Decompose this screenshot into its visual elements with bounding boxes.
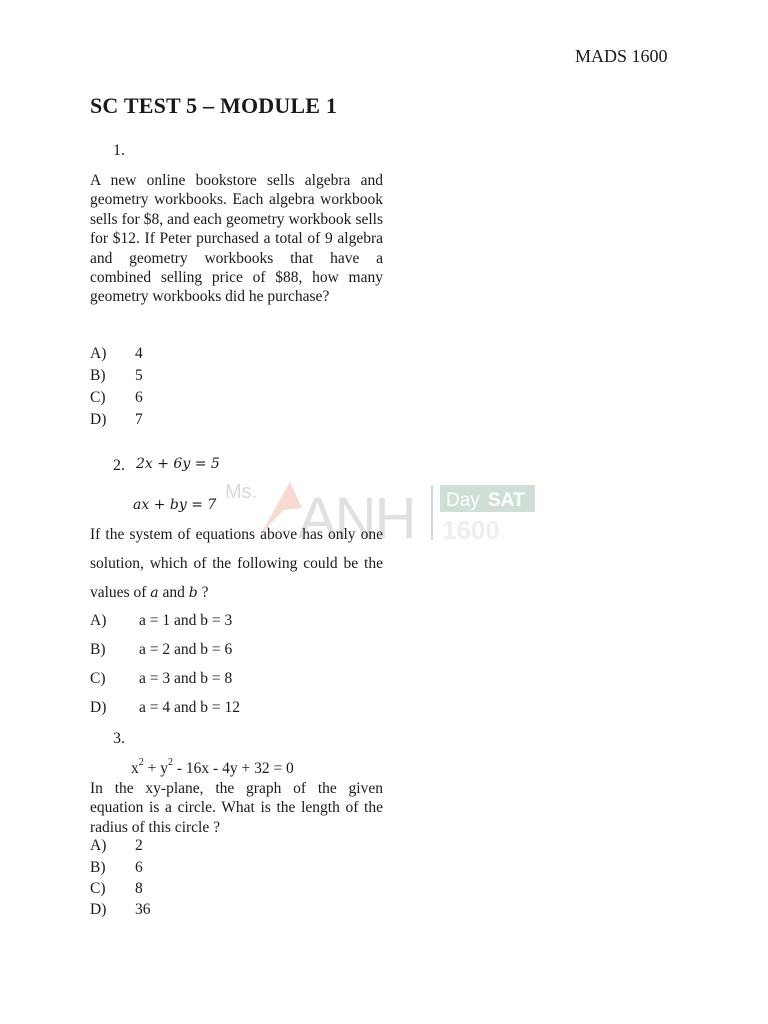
option-label: B) [90, 859, 106, 876]
and-word: and [162, 584, 185, 601]
question-2-option-a [90, 612, 350, 634]
eq-x: x [131, 760, 139, 777]
question-2-equation-2: ax + by = 7 [133, 497, 217, 513]
question-2-text-body: If the system of equations above has only one solution, which of the following could be the values of [90, 526, 383, 601]
question-2-option-c [90, 670, 350, 692]
option-label: B) [90, 367, 106, 384]
question-3-option-a [90, 837, 290, 859]
option-label: D) [90, 411, 107, 428]
eq-rest: - 16x - 4y + 32 = 0 [173, 760, 294, 777]
watermark-sat: SAT [488, 490, 525, 511]
eq-exp-1: 2 [138, 757, 144, 768]
page-title: SC TEST 5 – MODULE 1 [90, 93, 338, 118]
option-value: a = 2 and b = 6 [139, 641, 233, 658]
eq-plus-y: + y [143, 760, 168, 777]
header-code: MADS 1600 [575, 46, 668, 66]
question-2-option-b [90, 641, 350, 663]
option-value: 4 [135, 345, 143, 362]
eq-exp-2: 2 [168, 757, 173, 768]
option-label: C) [90, 389, 106, 406]
option-value: a = 4 and b = 12 [139, 699, 240, 716]
question-3-text: In the xy-plane, the graph of the given equation is a circle. What is the length of the radius of this circle ? [90, 780, 383, 836]
question-3-equation [131, 757, 294, 778]
question-3-option-c [90, 880, 290, 902]
question-1-text: A new online bookstore sells algebra and geometry workbooks. Each algebra workbook sells for $8, and each geometry workbook sells for $12. If Peter purchased a total of 9 algebra and geometry workbooks that have a combined selling price of $88, how many geometry workbooks did he purchase? [90, 172, 383, 306]
option-label: A) [90, 837, 107, 854]
option-value: 6 [135, 389, 143, 406]
variable-a: a [150, 585, 159, 601]
question-mark: ? [201, 584, 209, 601]
option-label: D) [90, 901, 107, 918]
question-1-number: 1. [113, 142, 125, 159]
question-2-text [90, 520, 383, 608]
variable-b: b [188, 585, 198, 601]
watermark-day: Day [446, 490, 480, 511]
question-3-option-b [90, 859, 290, 881]
option-value: 7 [135, 411, 143, 428]
option-label: D) [90, 699, 107, 716]
option-value: 6 [135, 859, 143, 876]
option-value: 36 [135, 901, 151, 918]
question-3-number: 3. [113, 730, 125, 747]
option-label: A) [90, 345, 107, 362]
question-1-option-a [90, 345, 290, 367]
question-2-option-d [90, 699, 350, 721]
option-value: a = 1 and b = 3 [139, 612, 233, 629]
watermark-anh: ANH [298, 486, 415, 545]
question-1-option-c [90, 389, 290, 411]
option-label: C) [90, 670, 106, 687]
question-2-number: 2. [113, 457, 125, 474]
option-label: B) [90, 641, 106, 658]
question-1-option-b [90, 367, 290, 389]
option-label: A) [90, 612, 107, 629]
option-label: C) [90, 880, 106, 897]
option-value: 2 [135, 837, 143, 854]
question-2-equation-1: 2x + 6y = 5 [136, 456, 220, 472]
option-value: 8 [135, 880, 143, 897]
question-1-option-d [90, 411, 290, 433]
question-3-option-d [90, 901, 290, 923]
watermark-ms: Ms. [225, 481, 258, 503]
option-value: 5 [135, 367, 143, 384]
option-value: a = 3 and b = 8 [139, 670, 233, 687]
watermark-1600: 1600 [442, 515, 500, 545]
